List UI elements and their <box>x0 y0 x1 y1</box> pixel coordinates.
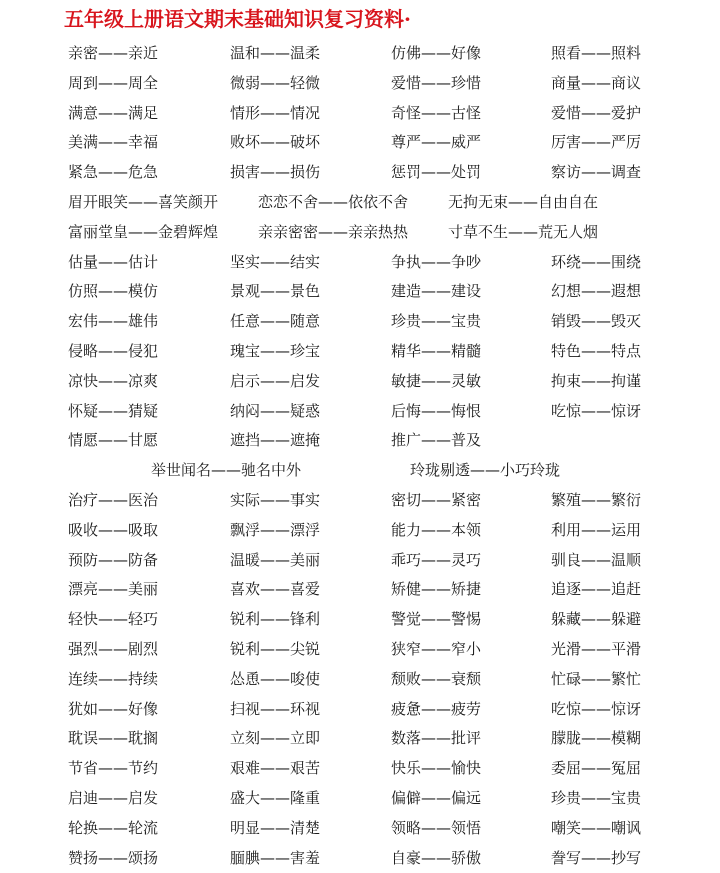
word-pair: 拘束——拘谨 <box>551 372 642 390</box>
word-pair-row <box>0 694 720 724</box>
word-pair: 艰难——艰苦 <box>230 759 321 777</box>
word-pair: 无拘无束——自由自在 <box>448 193 599 211</box>
word-pair-row <box>0 783 720 813</box>
word-pair-row <box>0 306 720 336</box>
word-pair: 赞扬——颂扬 <box>68 849 159 867</box>
word-pair: 销毁——毁灭 <box>551 312 642 330</box>
word-pair-row <box>0 336 720 366</box>
word-pair: 躲藏——躲避 <box>551 610 642 628</box>
word-pair: 爱惜——爱护 <box>551 104 642 122</box>
word-pair: 锐利——锋利 <box>230 610 321 628</box>
word-pair: 启迪——启发 <box>68 789 159 807</box>
word-pair: 轻快——轻巧 <box>68 610 159 628</box>
word-pair-row <box>0 247 720 277</box>
word-pair: 珍贵——宝贵 <box>391 312 482 330</box>
word-pair: 吃惊——惊讶 <box>551 402 642 420</box>
word-pair: 仿佛——好像 <box>391 44 482 62</box>
word-pair: 微弱——轻微 <box>230 74 321 92</box>
word-pair: 偏僻——偏远 <box>391 789 482 807</box>
word-pair: 飘浮——漂浮 <box>230 521 321 539</box>
word-pair: 败坏——破坏 <box>230 133 321 151</box>
word-pair: 警觉——警惕 <box>391 610 482 628</box>
word-pair: 后悔——悔恨 <box>391 402 482 420</box>
word-pair: 吸收——吸取 <box>68 521 159 539</box>
word-pair-row <box>0 664 720 694</box>
word-pair: 景观——景色 <box>230 282 321 300</box>
word-pair: 环绕——围绕 <box>551 253 642 271</box>
word-pair: 尊严——威严 <box>391 133 482 151</box>
word-pair: 利用——运用 <box>551 521 642 539</box>
word-pair: 立刻——立即 <box>230 729 321 747</box>
word-pair: 仿照——模仿 <box>68 282 159 300</box>
word-pair: 珍贵——宝贵 <box>551 789 642 807</box>
word-pair-row <box>0 98 720 128</box>
word-pair: 坚实——结实 <box>230 253 321 271</box>
word-pair: 矫健——矫捷 <box>391 580 482 598</box>
word-pair-row <box>0 276 720 306</box>
word-pair: 损害——损伤 <box>230 163 321 181</box>
word-pair: 誊写——抄写 <box>551 849 642 867</box>
word-pair-row <box>0 634 720 664</box>
word-pair: 预防——防备 <box>68 551 159 569</box>
word-pair: 紧急——危急 <box>68 163 159 181</box>
word-pair: 周到——周全 <box>68 74 159 92</box>
word-pair: 朦胧——模糊 <box>551 729 642 747</box>
word-pair: 忙碌——繁忙 <box>551 670 642 688</box>
word-pair-row <box>0 843 720 873</box>
word-pair-row <box>0 485 720 515</box>
word-pair: 怂恿——唆使 <box>230 670 321 688</box>
word-pair-row <box>0 545 720 575</box>
word-pair: 察访——调查 <box>551 163 642 181</box>
word-pair: 颓败——衰颓 <box>391 670 482 688</box>
word-pair: 治疗——医治 <box>68 491 159 509</box>
word-pair: 满意——满足 <box>68 104 159 122</box>
word-pair: 特色——特点 <box>551 342 642 360</box>
word-pair: 亲密——亲近 <box>68 44 159 62</box>
word-pair-row <box>0 753 720 783</box>
word-pair-row <box>0 217 720 247</box>
word-pair: 亲亲密密——亲亲热热 <box>258 223 409 241</box>
word-pair-row <box>0 515 720 545</box>
word-pair: 轮换——轮流 <box>68 819 159 837</box>
word-pair: 商量——商议 <box>551 74 642 92</box>
word-pair: 乖巧——灵巧 <box>391 551 482 569</box>
word-pair: 遮挡——遮掩 <box>230 431 321 449</box>
word-pair: 瑰宝——珍宝 <box>230 342 321 360</box>
word-pair: 领略——领悟 <box>391 819 482 837</box>
word-pair: 狭窄——窄小 <box>391 640 482 658</box>
word-pair: 锐利——尖锐 <box>230 640 321 658</box>
word-pair: 追逐——追赶 <box>551 580 642 598</box>
word-pair: 嘲笑——嘲讽 <box>551 819 642 837</box>
word-pair-row <box>0 68 720 98</box>
word-pair: 自豪——骄傲 <box>391 849 482 867</box>
word-pair: 光滑——平滑 <box>551 640 642 658</box>
word-pair: 吃惊——惊讶 <box>551 700 642 718</box>
word-pair: 喜欢——喜爱 <box>230 580 321 598</box>
word-pair-row <box>0 187 720 217</box>
word-pair-row <box>0 157 720 187</box>
word-pair: 凉快——凉爽 <box>68 372 159 390</box>
word-pair: 怀疑——猜疑 <box>68 402 159 420</box>
word-pair-row <box>0 425 720 455</box>
word-pair: 腼腆——害羞 <box>230 849 321 867</box>
word-pair: 情形——情况 <box>230 104 321 122</box>
word-pair: 估量——估计 <box>68 253 159 271</box>
word-pair: 犹如——好像 <box>68 700 159 718</box>
word-pair: 宏伟——雄伟 <box>68 312 159 330</box>
word-pair: 玲珑剔透——小巧玲珑 <box>410 461 561 479</box>
word-pair: 推广——普及 <box>391 431 482 449</box>
word-pair: 建造——建设 <box>391 282 482 300</box>
word-pair: 美满——幸福 <box>68 133 159 151</box>
word-pair-row <box>0 574 720 604</box>
word-pair: 强烈——剧烈 <box>68 640 159 658</box>
word-pair-row <box>0 127 720 157</box>
word-pair-row <box>0 396 720 426</box>
word-pair: 节省——节约 <box>68 759 159 777</box>
word-pair: 举世闻名——驰名中外 <box>151 461 302 479</box>
word-pair-row <box>0 366 720 396</box>
word-pair: 爱惜——珍惜 <box>391 74 482 92</box>
word-pair: 驯良——温顺 <box>551 551 642 569</box>
word-pair: 温暖——美丽 <box>230 551 321 569</box>
word-pair: 奇怪——古怪 <box>391 104 482 122</box>
word-pair: 情愿——甘愿 <box>68 431 159 449</box>
word-pair: 委屈——冤屈 <box>551 759 642 777</box>
word-pair: 实际——事实 <box>230 491 321 509</box>
word-pair: 敏捷——灵敏 <box>391 372 482 390</box>
word-pair: 精华——精髓 <box>391 342 482 360</box>
word-pair: 漂亮——美丽 <box>68 580 159 598</box>
page-title: 五年级上册语文期末基础知识复习资料· <box>64 7 411 31</box>
word-pair: 连续——持续 <box>68 670 159 688</box>
word-pair: 快乐——愉快 <box>391 759 482 777</box>
word-pair: 惩罚——处罚 <box>391 163 482 181</box>
word-pair: 启示——启发 <box>230 372 321 390</box>
word-pair: 幻想——遐想 <box>551 282 642 300</box>
word-pair: 照看——照料 <box>551 44 642 62</box>
word-pair: 温和——温柔 <box>230 44 321 62</box>
word-pair-row <box>0 455 720 485</box>
word-pair: 争执——争吵 <box>391 253 482 271</box>
word-pair: 眉开眼笑——喜笑颜开 <box>68 193 219 211</box>
word-pair: 任意——随意 <box>230 312 321 330</box>
word-pair-row <box>0 813 720 843</box>
word-pair-row <box>0 38 720 68</box>
word-pair: 明显——清楚 <box>230 819 321 837</box>
word-pair: 富丽堂皇——金碧辉煌 <box>68 223 219 241</box>
word-pair: 密切——紧密 <box>391 491 482 509</box>
word-pair: 厉害——严厉 <box>551 133 642 151</box>
word-pair: 侵略——侵犯 <box>68 342 159 360</box>
word-pair: 寸草不生——荒无人烟 <box>448 223 599 241</box>
word-pair: 恋恋不舍——依依不舍 <box>258 193 409 211</box>
word-pair: 耽误——耽搁 <box>68 729 159 747</box>
word-pair-row <box>0 723 720 753</box>
word-pair: 数落——批评 <box>391 729 482 747</box>
word-pair: 盛大——隆重 <box>230 789 321 807</box>
word-pair: 纳闷——疑惑 <box>230 402 321 420</box>
word-pair: 能力——本领 <box>391 521 482 539</box>
word-pair-row <box>0 604 720 634</box>
word-pair: 疲惫——疲劳 <box>391 700 482 718</box>
word-pair: 繁殖——繁衍 <box>551 491 642 509</box>
word-pair: 扫视——环视 <box>230 700 321 718</box>
